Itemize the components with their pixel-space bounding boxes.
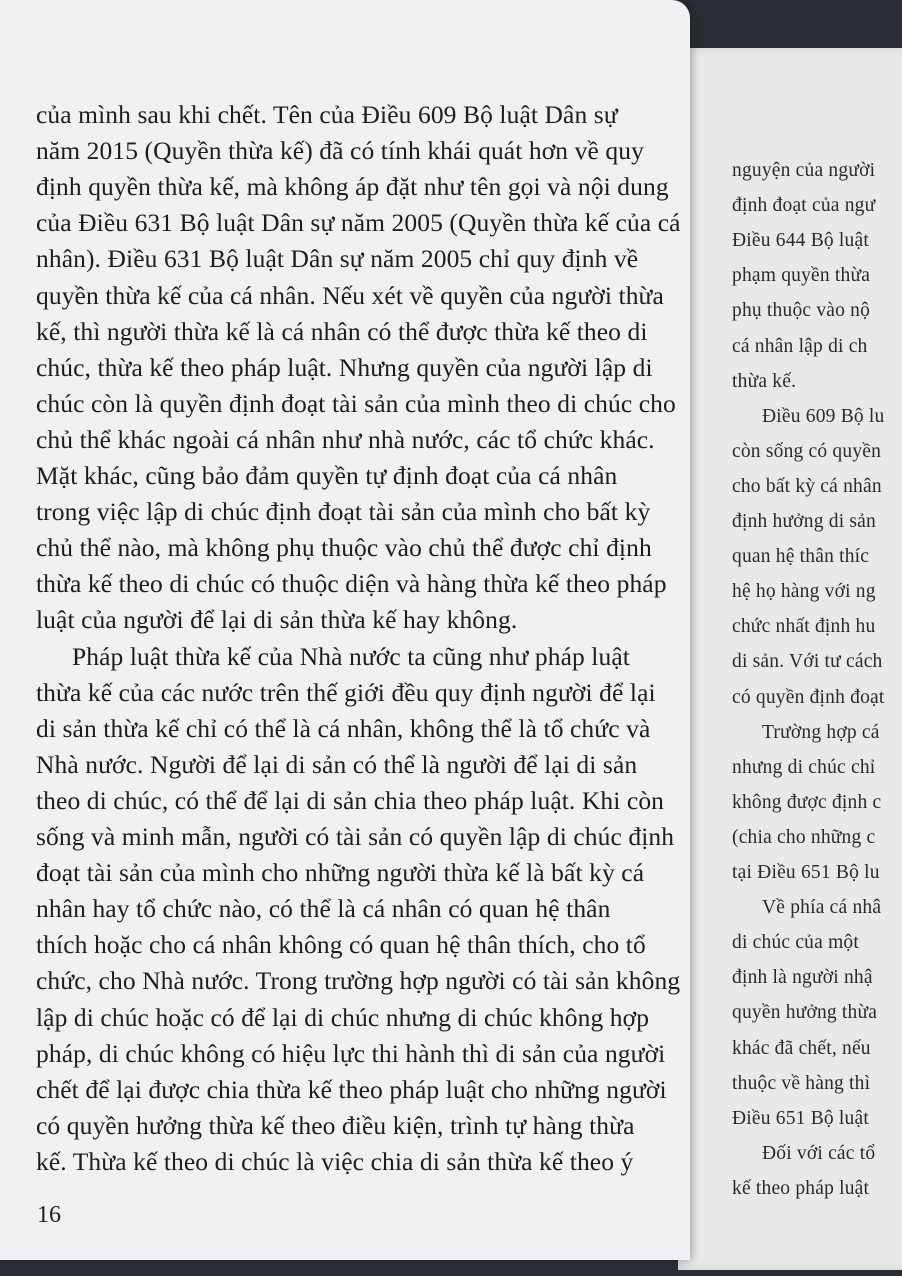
left-text-line: kế. Thừa kế theo di chúc là việc chia di sản thừa kế theo ý [36, 1146, 634, 1176]
right-text-line: định là người nhậ [732, 967, 873, 989]
left-text-line: chúc còn là quyền định đoạt tài sản của mình theo di chúc cho [36, 388, 676, 418]
right-text-line: phụ thuộc vào nộ [732, 300, 871, 322]
right-text-line: chức nhất định hu [732, 616, 876, 638]
right-text-line: khác đã chết, nếu [732, 1037, 871, 1059]
left-text-line: lập di chúc hoặc có để lại di chúc nhưng di chúc không hợp [36, 1002, 650, 1032]
right-text-line: di sản. Với tư cách [732, 651, 883, 673]
right-text-line: định hưởng di sản [732, 511, 876, 532]
left-text-line: năm 2015 (Quyền thừa kế) đã có tính khái quát hơn về quy [36, 136, 644, 166]
left-text-line: sống và minh mẫn, người có tài sản có quyền lập di chúc định [36, 822, 675, 851]
left-text-line: theo di chúc, có thể để lại di sản chia theo pháp luật. Khi còn [36, 785, 665, 815]
right-text-line: không được định c [732, 791, 882, 813]
right-text-line: nhưng di chúc chỉ [732, 756, 876, 778]
left-text-line: thích hoặc cho cá nhân không có quan hệ thân thích, cho tổ [36, 930, 646, 960]
page-number: 16 [37, 1202, 61, 1228]
left-text-line: Pháp luật thừa kế của Nhà nước ta cũng như pháp luật [72, 641, 630, 671]
right-text-line: di chúc của một [732, 932, 859, 954]
right-text-line: định đoạt của ngư [732, 195, 876, 217]
left-text-line: của mình sau khi chết. Tên của Điều 609 Bộ luật Dân sự [36, 100, 618, 129]
left-text-line: pháp, di chúc không có hiệu lực thi hành thì di sản của người [36, 1038, 666, 1068]
right-text-line: quan hệ thân thíc [732, 546, 870, 568]
left-text-line: có quyền hưởng thừa kế theo điều kiện, trình tự hàng thừa [36, 1110, 635, 1140]
right-text-line: Đối với các tổ [762, 1142, 876, 1164]
right-text-line: kế theo pháp luật [732, 1177, 870, 1199]
left-text-line: Nhà nước. Người để lại di sản có thể là người để lại di sản [36, 749, 638, 779]
right-text-line: Điều 609 Bộ lu [762, 405, 885, 427]
right-text-line: hệ họ hàng với ng [732, 581, 876, 603]
left-text-line: chúc, thừa kế theo pháp luật. Nhưng quyền của người lập di [36, 352, 653, 382]
left-text-line: chết để lại được chia thừa kế theo pháp luật cho những người [36, 1074, 667, 1104]
left-text-line: của Điều 631 Bộ luật Dân sự năm 2005 (Quyền thừa kế của cá [36, 208, 681, 238]
left-text-line: nhân). Điều 631 Bộ luật Dân sự năm 2005 chỉ quy định về [36, 244, 639, 274]
left-text-line: định quyền thừa kế, mà không áp đặt như tên gọi và nội dung [36, 172, 669, 202]
right-text-line: thuộc về hàng thì [732, 1072, 871, 1094]
right-text-line: Điều 644 Bộ luật [732, 230, 869, 252]
left-text-line: chức, cho Nhà nước. Trong trường hợp người có tài sản không [36, 966, 681, 996]
left-text-line: di sản thừa kế chỉ có thể là cá nhân, không thể là tổ chức và [36, 713, 651, 743]
right-text-line: tại Điều 651 Bộ lu [732, 862, 880, 883]
left-text-line: luật của người để lại di sản thừa kế hay không. [36, 605, 518, 635]
left-text-line: chủ thể nào, mà không phụ thuộc vào chủ thể được chỉ định [36, 533, 652, 563]
right-text-line: nguyện của người [732, 160, 876, 181]
left-text-line: kế, thì người thừa kế là cá nhân có thể được thừa kế theo di [36, 316, 648, 346]
right-text-line: Trường hợp cá [762, 721, 880, 743]
left-text-line: thừa kế theo di chúc có thuộc diện và hàng thừa kế theo pháp [36, 569, 667, 599]
right-text-line: quyền hưởng thừa [732, 1002, 878, 1024]
right-page [678, 48, 902, 1270]
left-text-line: nhân hay tổ chức nào, có thể là cá nhân có quan hệ thân [36, 894, 611, 924]
right-text-line: Điều 651 Bộ luật [732, 1107, 869, 1129]
left-text-line: Mặt khác, cũng bảo đảm quyền tự định đoạt của cá nhân [36, 461, 618, 490]
left-text-line: chủ thể khác ngoài cá nhân như nhà nước, các tổ chức khác. [36, 424, 655, 454]
right-text-line: (chia cho những c [732, 826, 876, 848]
left-text-line: đoạt tài sản của mình cho những người thừa kế là bất kỳ cá [36, 858, 645, 888]
left-text-line: quyền thừa kế của cá nhân. Nếu xét về quyền của người thừa [36, 280, 664, 310]
right-text-line: Về phía cá nhâ [762, 897, 882, 919]
left-text-line: trong việc lập di chúc định đoạt tài sản của mình cho bất kỳ [36, 497, 651, 527]
right-text-line: cá nhân lập di ch [732, 335, 868, 357]
right-text-line: cho bất kỳ cá nhân [732, 475, 882, 497]
left-text-line: thừa kế của các nước trên thế giới đều quy định người để lại [36, 677, 656, 707]
right-text-line: còn sống có quyền [732, 440, 882, 462]
right-text-line: thừa kế. [732, 370, 797, 392]
right-text-line: phạm quyền thừa [732, 265, 871, 287]
right-text-line: có quyền định đoạt [732, 686, 885, 708]
